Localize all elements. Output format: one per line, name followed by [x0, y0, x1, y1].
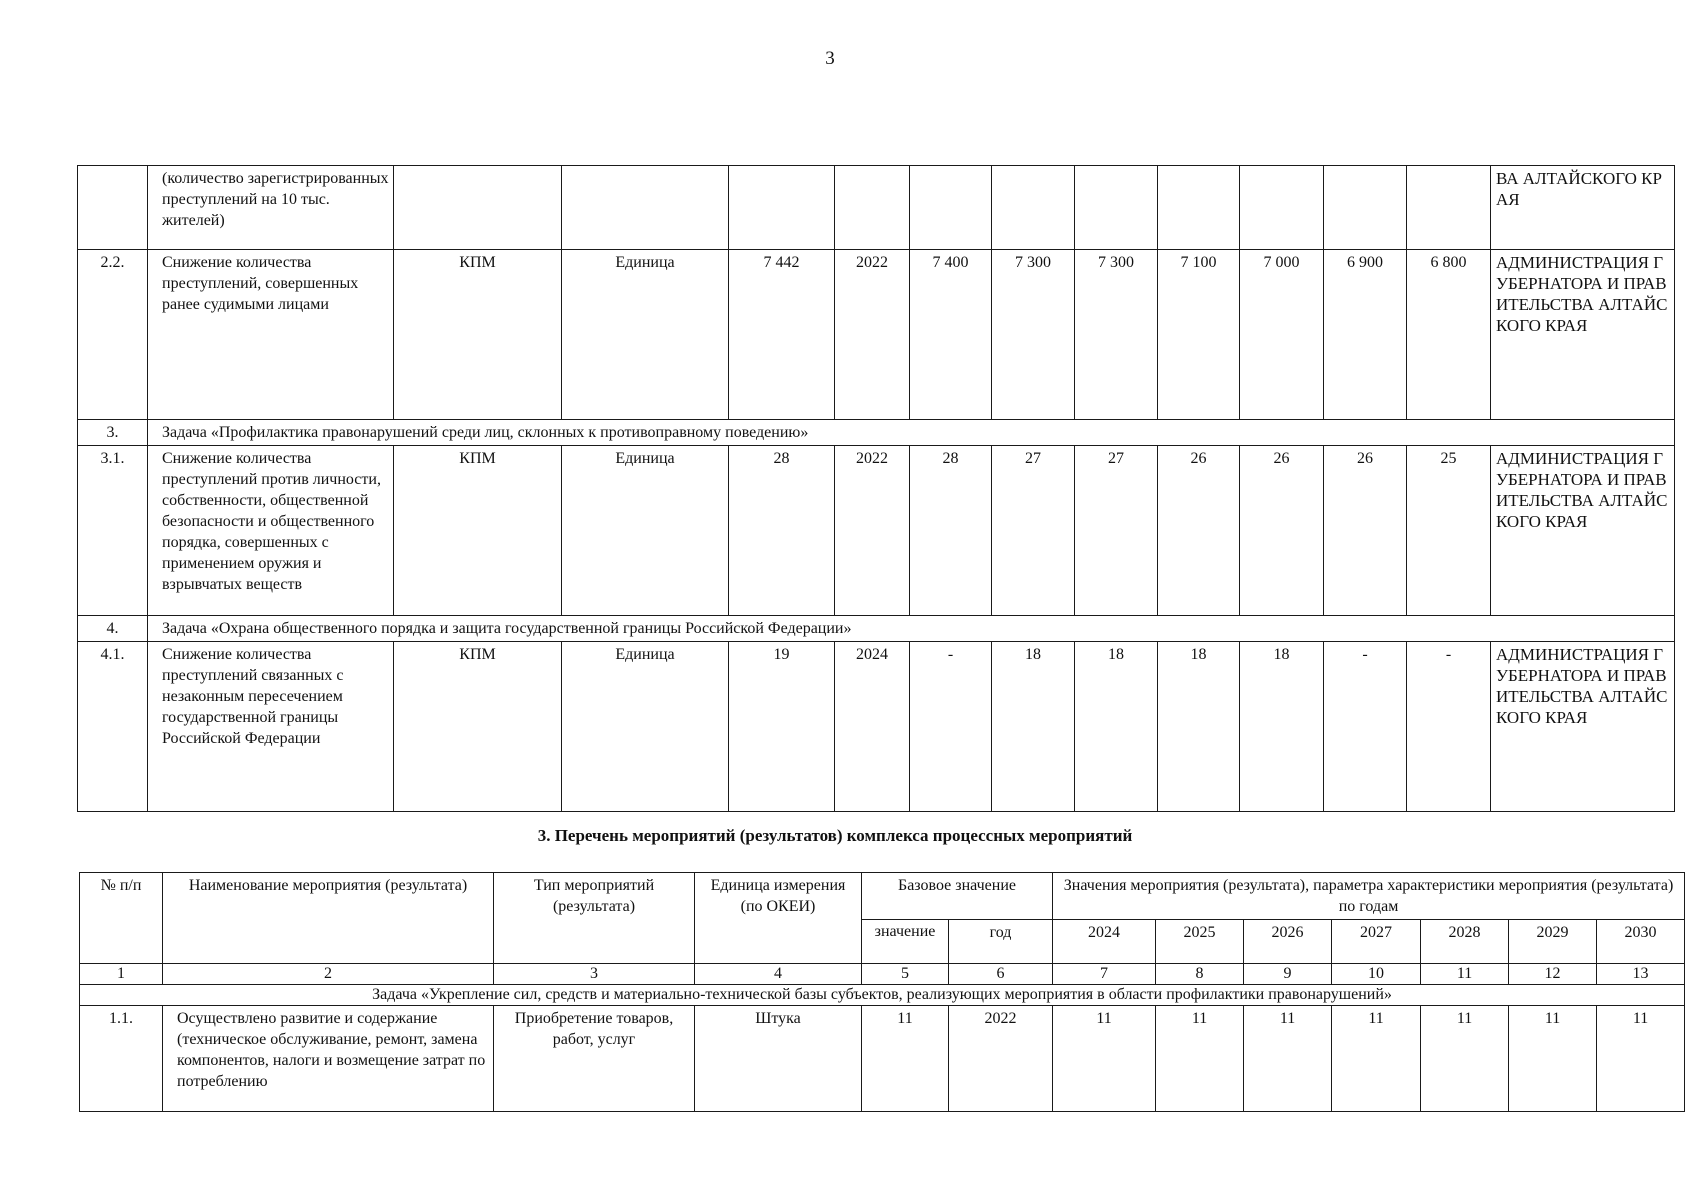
column-numbers-row	[80, 964, 1685, 985]
unit: Штука	[695, 1006, 862, 1112]
base-value: 28	[729, 446, 835, 616]
task-title: Задача «Профилактика правонарушений среди лиц, склонных к противоправному поведению»	[148, 420, 1675, 446]
task-title: Задача «Укрепление сил, средств и материально-технической базы субъектов, реализующих мероприятия в области профилактики правонарушений»	[80, 985, 1685, 1006]
table-row	[80, 1006, 1685, 1112]
table-row	[78, 166, 1675, 250]
value-2029: 6 900	[1324, 250, 1407, 420]
base-year: 2022	[949, 1006, 1053, 1112]
base-value: 7 442	[729, 250, 835, 420]
value-2027: 26	[1158, 446, 1240, 616]
indicators-table	[77, 165, 1675, 812]
value-2026: 11	[1244, 1006, 1332, 1112]
value-2030: 25	[1407, 446, 1491, 616]
header-unit: Единица измерения (по ОКЕИ)	[695, 873, 862, 964]
indicator-name: (количество зарегистрированных преступлений на 10 тыс. жителей)	[148, 166, 394, 250]
value-2024: 11	[1053, 1006, 1156, 1112]
value-2027: 18	[1158, 642, 1240, 812]
activities-table	[79, 872, 1685, 1112]
col-number: 11	[1421, 964, 1509, 985]
page-number: 3	[825, 48, 835, 69]
unit: Единица	[562, 250, 729, 420]
base-value: 19	[729, 642, 835, 812]
value-2026: 7 300	[1075, 250, 1158, 420]
value-2027: 7 100	[1158, 250, 1240, 420]
task-row	[78, 616, 1675, 642]
value-2029: 11	[1509, 1006, 1597, 1112]
header-row	[80, 873, 1685, 920]
value-2028: 7 000	[1240, 250, 1324, 420]
value-2028: 18	[1240, 642, 1324, 812]
responsible-org: ВА АЛТАЙСКОГО КРАЯ	[1491, 166, 1675, 250]
header-base-year: год	[949, 920, 1053, 964]
col-number: 12	[1509, 964, 1597, 985]
value-2030: -	[1407, 642, 1491, 812]
row-number: 1.1.	[80, 1006, 163, 1112]
header-year: 2025	[1156, 920, 1244, 964]
responsible-org: АДМИНИСТРАЦИЯ ГУБЕРНАТОРА И ПРАВИТЕЛЬСТВА АЛТАЙСКОГО КРАЯ	[1491, 446, 1675, 616]
value-2024: 7 400	[910, 250, 992, 420]
base-value: 11	[862, 1006, 949, 1112]
col-number: 13	[1597, 964, 1685, 985]
task-row	[78, 420, 1675, 446]
value-2029: 26	[1324, 446, 1407, 616]
activity-name: Осуществлено развитие и содержание (техническое обслуживание, ремонт, замена компонентов, налоги и возмещение затрат по потреблению	[163, 1006, 494, 1112]
header-name: Наименование мероприятия (результата)	[163, 873, 494, 964]
value-2030: 11	[1597, 1006, 1685, 1112]
header-num: № п/п	[80, 873, 163, 964]
indicator-name: Снижение количества преступлений, совершенных ранее судимыми лицами	[148, 250, 394, 420]
col-number: 1	[80, 964, 163, 985]
row-number: 4.	[78, 616, 148, 642]
task-title: Задача «Охрана общественного порядка и защита государственной границы Российской Федерации»	[148, 616, 1675, 642]
value-2030: 6 800	[1407, 250, 1491, 420]
header-values: Значения мероприятия (результата), параметра характеристики мероприятия (результата) по годам	[1053, 873, 1685, 920]
col-number: 9	[1244, 964, 1332, 985]
header-base: Базовое значение	[862, 873, 1053, 920]
value-2025: 7 300	[992, 250, 1075, 420]
unit: Единица	[562, 642, 729, 812]
indicator-type: КПМ	[394, 250, 562, 420]
indicator-name: Снижение количества преступлений против личности, собственности, общественной безопасности и общественного порядка, совершенных с применением оружия и взрывчатых веществ	[148, 446, 394, 616]
header-year: 2027	[1332, 920, 1421, 964]
table-row	[78, 642, 1675, 812]
value-2026: 27	[1075, 446, 1158, 616]
row-number: 3.1.	[78, 446, 148, 616]
header-base-value: значение	[862, 920, 949, 964]
col-number: 6	[949, 964, 1053, 985]
indicator-type: КПМ	[394, 446, 562, 616]
header-year: 2029	[1509, 920, 1597, 964]
table-row	[78, 250, 1675, 420]
value-2025: 18	[992, 642, 1075, 812]
row-number: 2.2.	[78, 250, 148, 420]
value-2024: -	[910, 642, 992, 812]
base-year: 2024	[835, 642, 910, 812]
header-year: 2030	[1597, 920, 1685, 964]
task-row	[80, 985, 1685, 1006]
value-2024: 28	[910, 446, 992, 616]
indicator-name: Снижение количества преступлений связанных с незаконным пересечением государственной границы Российской Федерации	[148, 642, 394, 812]
activity-type: Приобретение товаров, работ, услуг	[494, 1006, 695, 1112]
col-number: 5	[862, 964, 949, 985]
row-number: 4.1.	[78, 642, 148, 812]
section-title: 3. Перечень мероприятий (результатов) комплекса процессных мероприятий	[537, 826, 1133, 845]
value-2027: 11	[1332, 1006, 1421, 1112]
col-number: 7	[1053, 964, 1156, 985]
col-number: 3	[494, 964, 695, 985]
col-number: 2	[163, 964, 494, 985]
value-2028: 26	[1240, 446, 1324, 616]
value-2026: 18	[1075, 642, 1158, 812]
value-2029: -	[1324, 642, 1407, 812]
indicator-type: КПМ	[394, 642, 562, 812]
unit: Единица	[562, 446, 729, 616]
col-number: 8	[1156, 964, 1244, 985]
value-2025: 27	[992, 446, 1075, 616]
row-number: 3.	[78, 420, 148, 446]
value-2025: 11	[1156, 1006, 1244, 1112]
value-2028: 11	[1421, 1006, 1509, 1112]
col-number: 4	[695, 964, 862, 985]
header-year: 2026	[1244, 920, 1332, 964]
responsible-org: АДМИНИСТРАЦИЯ ГУБЕРНАТОРА И ПРАВИТЕЛЬСТВА АЛТАЙСКОГО КРАЯ	[1491, 642, 1675, 812]
header-year: 2028	[1421, 920, 1509, 964]
base-year: 2022	[835, 250, 910, 420]
col-number: 10	[1332, 964, 1421, 985]
header-type: Тип мероприятий (результата)	[494, 873, 695, 964]
responsible-org: АДМИНИСТРАЦИЯ ГУБЕРНАТОРА И ПРАВИТЕЛЬСТВА АЛТАЙСКОГО КРАЯ	[1491, 250, 1675, 420]
header-year: 2024	[1053, 920, 1156, 964]
table-row	[78, 446, 1675, 616]
base-year: 2022	[835, 446, 910, 616]
